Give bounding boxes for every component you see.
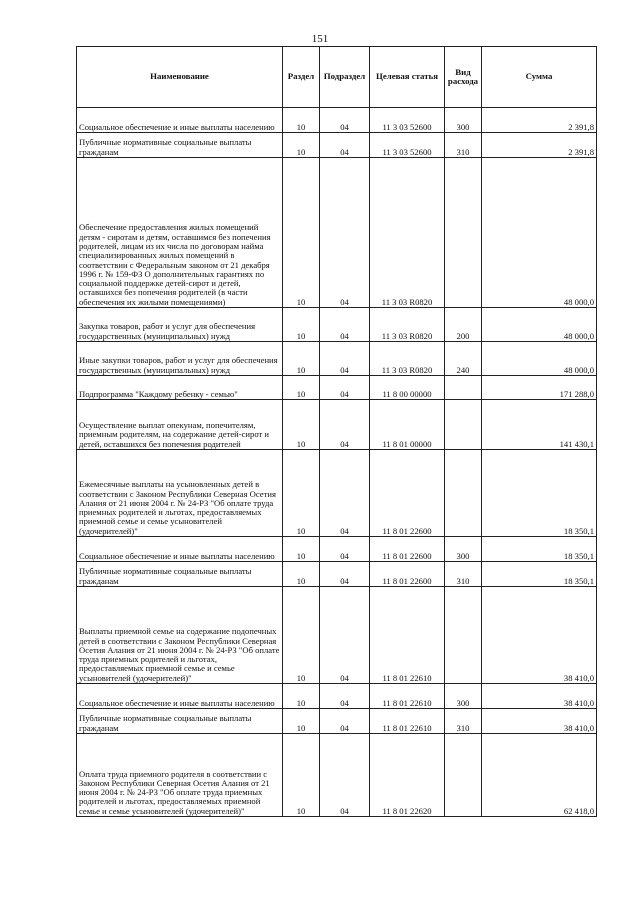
page-number: 151 xyxy=(311,33,329,45)
row-name: Публичные нормативные социальные выплаты гражданам xyxy=(77,709,283,734)
row-target: 11 8 01 22610 xyxy=(370,709,445,734)
row-subsection: 04 xyxy=(320,133,370,158)
row-sum: 18 350,1 xyxy=(482,450,597,537)
table-row xyxy=(77,587,597,684)
row-target: 11 8 01 22620 xyxy=(370,734,445,817)
table-row xyxy=(77,158,597,308)
row-target: 11 8 01 22610 xyxy=(370,587,445,684)
row-target: 11 3 03 52600 xyxy=(370,108,445,133)
row-subsection: 04 xyxy=(320,308,370,342)
header-section: Раздел xyxy=(283,47,320,108)
row-subsection: 04 xyxy=(320,400,370,450)
row-target: 11 8 01 00000 xyxy=(370,400,445,450)
table-row xyxy=(77,450,597,537)
row-name: Социальное обеспечение и иные выплаты населению xyxy=(77,684,283,709)
row-section: 10 xyxy=(283,158,320,308)
table-row xyxy=(77,562,597,587)
row-target: 11 3 03 R0820 xyxy=(370,158,445,308)
row-section: 10 xyxy=(283,308,320,342)
row-target: 11 8 01 22600 xyxy=(370,537,445,562)
row-target: 11 3 03 52600 xyxy=(370,133,445,158)
row-name: Иные закупки товаров, работ и услуг для обеспечения государственных (муниципальных) нужд xyxy=(77,342,283,376)
row-type: 300 xyxy=(445,537,482,562)
row-name: Обеспечение предоставления жилых помещений детям - сиротам и детям, оставшимся без попечения родителей, лицам из их числа по договорам найма специализированных жилых помещений в соответствии с Федеральным законом от 21 декабря 1996 г. № 159-ФЗ О дополнительных гарантиях по социальной поддержке детей-сирот и детей, оставшихся без попечения родителей (в части обеспечения их жилыми помещениями) xyxy=(77,158,283,308)
row-type: 310 xyxy=(445,133,482,158)
row-subsection: 04 xyxy=(320,734,370,817)
row-type: 300 xyxy=(445,108,482,133)
table-row xyxy=(77,376,597,400)
table-row xyxy=(77,308,597,342)
row-target: 11 8 00 00000 xyxy=(370,376,445,400)
row-section: 10 xyxy=(283,537,320,562)
row-subsection: 04 xyxy=(320,108,370,133)
row-section: 10 xyxy=(283,734,320,817)
row-name: Ежемесячные выплаты на усыновленных детей в соответствии с Законом Республики Северная Осетия Алания от 21 июня 2004 г. № 24-РЗ "Об оплате труда приемных родителей и льготах, предоставляемых приемной семье и семье усыновителей (удочерителей)" xyxy=(77,450,283,537)
header-subsection: Подраздел xyxy=(320,47,370,108)
row-type xyxy=(445,734,482,817)
row-name: Публичные нормативные социальные выплаты гражданам xyxy=(77,133,283,158)
row-type: 310 xyxy=(445,562,482,587)
row-name: Закупка товаров, работ и услуг для обеспечения государственных (муниципальных) нужд xyxy=(77,308,283,342)
row-sum: 2 391,8 xyxy=(482,133,597,158)
row-target: 11 8 01 22610 xyxy=(370,684,445,709)
row-type xyxy=(445,400,482,450)
row-target: 11 8 01 22600 xyxy=(370,450,445,537)
row-name: Публичные нормативные социальные выплаты гражданам xyxy=(77,562,283,587)
row-sum: 38 410,0 xyxy=(482,684,597,709)
row-name: Осуществление выплат опекунам, попечителям, приемным родителям, на содержание детей-сирот и детей, оставшихся без попечения родителей xyxy=(77,400,283,450)
row-type: 310 xyxy=(445,709,482,734)
row-sum: 62 418,0 xyxy=(482,734,597,817)
budget-table xyxy=(76,46,597,817)
row-type: 200 xyxy=(445,308,482,342)
row-subsection: 04 xyxy=(320,709,370,734)
row-subsection: 04 xyxy=(320,684,370,709)
table-header-row xyxy=(77,47,597,108)
row-sum: 171 288,0 xyxy=(482,376,597,400)
row-subsection: 04 xyxy=(320,587,370,684)
row-section: 10 xyxy=(283,562,320,587)
table-row xyxy=(77,400,597,450)
row-type xyxy=(445,450,482,537)
table-row xyxy=(77,133,597,158)
row-sum: 48 000,0 xyxy=(482,308,597,342)
row-section: 10 xyxy=(283,450,320,537)
row-type: 300 xyxy=(445,684,482,709)
header-name: Наименование xyxy=(77,47,283,108)
row-name: Социальное обеспечение и иные выплаты населению xyxy=(77,537,283,562)
table-row xyxy=(77,342,597,376)
row-type xyxy=(445,587,482,684)
row-section: 10 xyxy=(283,108,320,133)
row-sum: 18 350,1 xyxy=(482,562,597,587)
table-row xyxy=(77,709,597,734)
header-type: Вид расхода xyxy=(445,47,482,108)
row-name: Подпрограмма "Каждому ребенку - семью" xyxy=(77,376,283,400)
table-row xyxy=(77,537,597,562)
row-section: 10 xyxy=(283,400,320,450)
row-target: 11 3 03 R0820 xyxy=(370,308,445,342)
row-section: 10 xyxy=(283,709,320,734)
row-subsection: 04 xyxy=(320,537,370,562)
header-target: Целевая статья xyxy=(370,47,445,108)
row-subsection: 04 xyxy=(320,158,370,308)
row-sum: 48 000,0 xyxy=(482,158,597,308)
header-sum: Сумма xyxy=(482,47,597,108)
row-section: 10 xyxy=(283,133,320,158)
row-name: Социальное обеспечение и иные выплаты населению xyxy=(77,108,283,133)
row-sum: 38 410,0 xyxy=(482,709,597,734)
row-section: 10 xyxy=(283,376,320,400)
row-subsection: 04 xyxy=(320,342,370,376)
row-name: Выплаты приемной семье на содержание подопечных детей в соответствии с Законом Республики Северная Осетия Алания от 21 июня 2004 г. № 24-РЗ "Об оплате труда приемных родителей и льготах, предоставляемых приемной семье и семье усыновителей (удочерителей)" xyxy=(77,587,283,684)
table-row xyxy=(77,734,597,817)
table-row xyxy=(77,108,597,133)
row-subsection: 04 xyxy=(320,562,370,587)
row-type: 240 xyxy=(445,342,482,376)
row-subsection: 04 xyxy=(320,376,370,400)
row-type xyxy=(445,376,482,400)
row-name: Оплата труда приемного родителя в соответствии с Законом Республики Северная Осетия Алания от 21 июня 2004 г. № 24-РЗ "Об оплате труда приемных родителей и льготах, предоставляемых приемной семье и семье усыновителей (удочерителей)" xyxy=(77,734,283,817)
row-type xyxy=(445,158,482,308)
row-sum: 141 430,1 xyxy=(482,400,597,450)
table-row xyxy=(77,684,597,709)
row-sum: 18 350,1 xyxy=(482,537,597,562)
row-target: 11 8 01 22600 xyxy=(370,562,445,587)
row-section: 10 xyxy=(283,342,320,376)
row-sum: 48 000,0 xyxy=(482,342,597,376)
row-section: 10 xyxy=(283,587,320,684)
row-sum: 2 391,8 xyxy=(482,108,597,133)
row-sum: 38 410,0 xyxy=(482,587,597,684)
row-section: 10 xyxy=(283,684,320,709)
row-subsection: 04 xyxy=(320,450,370,537)
row-target: 11 3 03 R0820 xyxy=(370,342,445,376)
